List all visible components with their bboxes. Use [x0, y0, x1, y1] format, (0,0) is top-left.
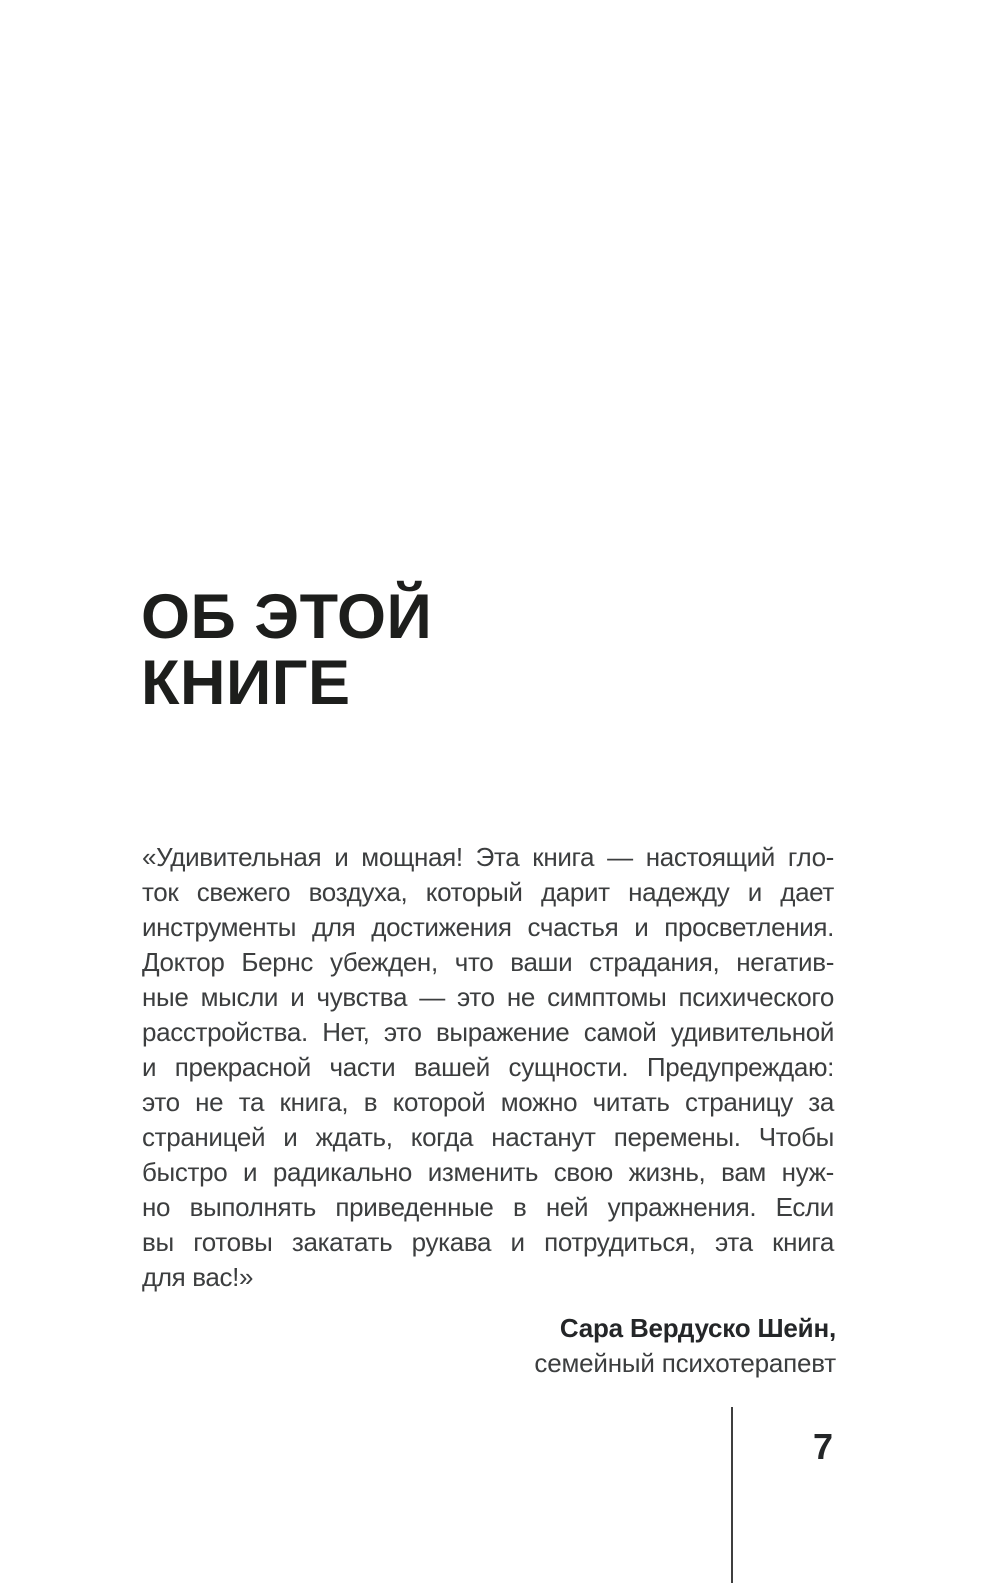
- quote-line: и прекрасной части вашей сущности. Предупреждаю:: [142, 1052, 834, 1082]
- attribution-name: Сара Вердуско Шейн,: [559, 1313, 836, 1343]
- chapter-title-line: КНИГЕ: [141, 648, 351, 718]
- quote-line: «Удивительная и мощная! Эта книга — настоящий гло-: [142, 842, 834, 872]
- quote-line: для вас!»: [142, 1262, 254, 1292]
- chapter-title: [141, 584, 432, 716]
- chapter-title-line: ОБ ЭТОЙ: [141, 582, 433, 652]
- quote-line: расстройства. Нет, это выражение самой удивительной: [142, 1017, 834, 1047]
- attribution-role: семейный психотерапевт: [534, 1348, 836, 1378]
- quote-line: ток свежего воздуха, который дарит надежду и дает: [142, 877, 834, 907]
- quote-line: быстро и радикально изменить свою жизнь, вам нуж-: [142, 1157, 834, 1187]
- footer-divider-line: [731, 1407, 733, 1583]
- quote-line: это не та книга, в которой можно читать страницу за: [142, 1087, 834, 1117]
- quote-line: Доктор Бернс убежден, что ваши страдания, негатив-: [142, 947, 834, 977]
- quote-line: вы готовы закатать рукава и потрудиться, эта книга: [142, 1227, 834, 1257]
- quote-line: инструменты для достижения счастья и просветления.: [142, 912, 834, 942]
- attribution: [534, 1311, 836, 1381]
- quote-line: страницей и ждать, когда настанут перемены. Чтобы: [142, 1122, 834, 1152]
- quote-paragraph: [142, 840, 834, 1295]
- quote-line: ные мысли и чувства — это не симптомы психического: [142, 982, 834, 1012]
- page-number: 7: [812, 1426, 834, 1467]
- quote-line: но выполнять приведенные в ней упражнения. Если: [142, 1192, 834, 1222]
